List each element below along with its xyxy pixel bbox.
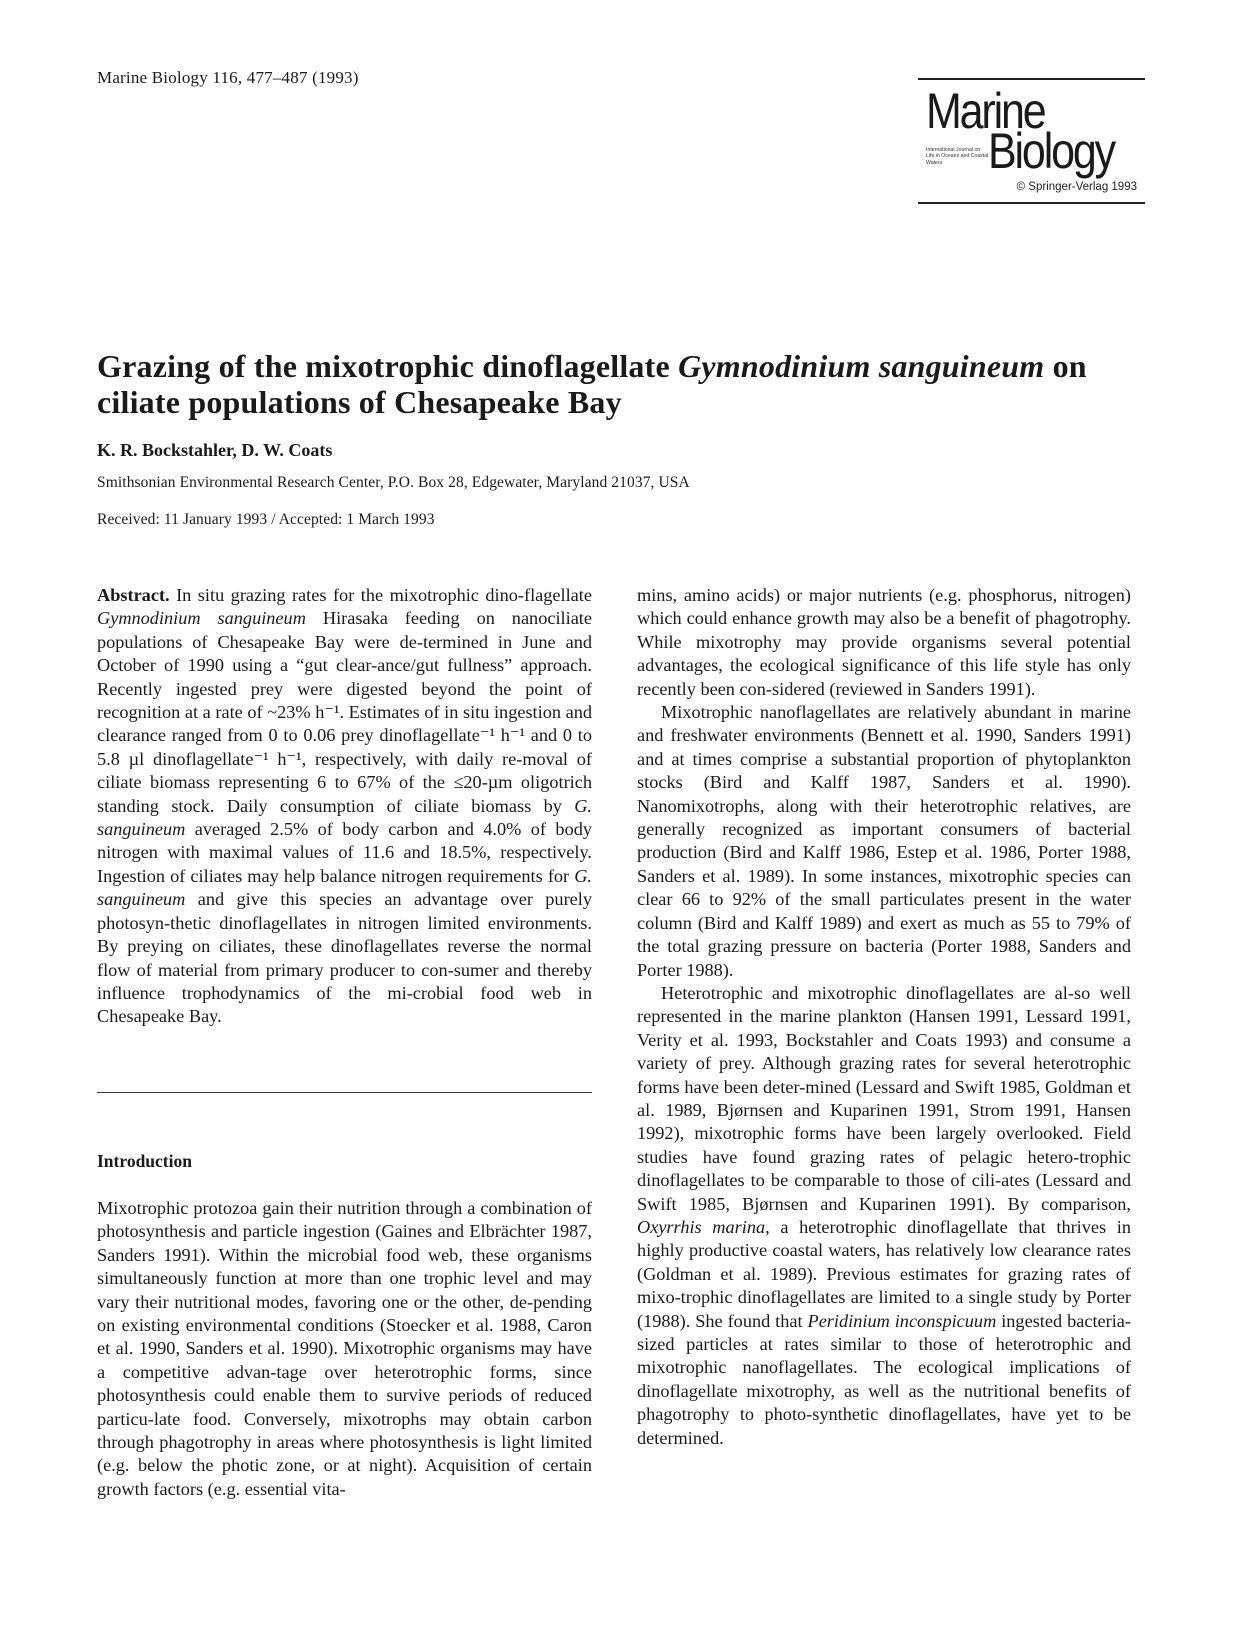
abstract-text: Hirasaka feeding on nanociliate populations of Chesapeake Bay were de-termined in June and October of 1990 using a “gut clear-ance/gut fullness” approach. Recently ingested prey were digested beyond the point of recognition at a rate of ~23% h⁻¹. Estimates of in situ ingestion and clearance ranged from 0 to 0.06 prey dinoflagellate⁻¹ h⁻¹ and 0 to 5.8 µl dinoflagellate⁻¹ h⁻¹, respectively, with daily re-moval of ciliate biomass representing 6 to 67% of the ≤20-µm oligotrich standing stock. Daily consumption of ciliate biomass by <box>97 608 592 816</box>
abstract <box>97 584 592 1029</box>
section-heading-introduction: Introduction <box>97 1151 192 1171</box>
title-text-end: on ciliate populations of Chesapeake Bay <box>97 348 1087 420</box>
body-paragraph: mins, amino acids) or major nutrients (e.g. phosphorus, nitrogen) which could enhance growth may also be a benefit of phagotrophy. While mixotrophy may provide organisms several potential advantages, the ecological significance of this life style has only recently been con-sidered (reviewed in Sanders 1991). <box>637 585 1131 699</box>
abstract-text: In situ grazing rates for the mixotrophic dino-flagellate <box>169 585 592 605</box>
species-name: Oxyrrhis marina <box>637 1216 766 1237</box>
abstract-label: Abstract. <box>97 585 170 605</box>
author-list: K. R. Bockstahler, D. W. Coats <box>97 440 333 460</box>
author-affiliation: Smithsonian Environmental Research Center, P.O. Box 28, Edgewater, Maryland 21037, USA <box>97 474 690 491</box>
title-species: Gymnodinium sanguineum <box>678 348 1045 384</box>
abstract-text: averaged 2.5% of body carbon and 4.0% of body nitrogen with maximal values of 11.6 and 18.5%, respectively. Ingestion of ciliates may help balance nitrogen requirements for <box>97 819 592 886</box>
body-text: , a heterotrophic dinoflagellate that thrives in highly productive coastal waters, has relatively low clearance rates (Goldman et al. 1989). Previous estimates for grazing rates of mixo-trophic dinoflagellates are limited to a single study by Porter (1988). She found that <box>637 1216 1131 1331</box>
abstract-text: and give this species an advantage over purely photosyn-thetic dinoflagellates in nitrogen limited environments. By preying on ciliates, these dinoflagellates reverse the normal flow of material from primary producer to con-sumer and thereby influence trophodynamics of the mi-crobial food web in Chesapeake Bay. <box>97 889 592 1027</box>
article-title <box>97 348 1157 420</box>
submission-dates: Received: 11 January 1993 / Accepted: 1 March 1993 <box>97 511 435 528</box>
title-text: Grazing of the mixotrophic dinoflagellate <box>97 348 679 384</box>
logo-word-biology: Biology <box>988 123 1114 179</box>
species-name: Peridinium inconspicuum <box>807 1310 997 1331</box>
abstract-species: Gymnodinium sanguineum <box>97 608 306 629</box>
body-text: ingested bacteria-sized particles at rates similar to those of heterotrophic and mixotrophic nanoflagellates. The ecological implications of dinoflagellate mixotrophy, as well as the nutritional benefits of phagotrophy to photo-synthetic dinoflagellates, have yet to be determined. <box>637 1310 1132 1448</box>
abstract-paragraph <box>97 584 592 1029</box>
body-paragraph: Mixotrophic nanoflagellates are relatively abundant in marine and freshwater environments (Bennett et al. 1990, Sanders 1991) and at times comprise a substantial proportion of phytoplankton stocks (Bird and Kalff 1987, Sanders et al. 1990). Nanomixotrophs, along with their heterotrophic relatives, are generally recognized as important consumers of bacterial production (Bird and Kalff 1986, Estep et al. 1986, Porter 1988, Sanders et al. 1989). In some instances, mixotrophic species can clear 66 to 92% of the small particulates present in the water column (Bird and Kalff 1989) and exert as much as 55 to 79% of the total grazing pressure on bacteria (Porter 1988, Sanders and Porter 1988). <box>637 702 1131 980</box>
logo-tagline: International Journal on Life in Oceans and Coastal Waters <box>926 147 989 166</box>
abstract-species: G. sanguineum <box>97 865 592 910</box>
journal-logo <box>918 76 1145 204</box>
journal-citation: Marine Biology 116, 477–487 (1993) <box>97 68 359 87</box>
right-column <box>637 584 1131 1450</box>
logo-bottom-rule <box>918 202 1145 204</box>
body-text: Heterotrophic and mixotrophic dinoflagellates are al-so well represented in the marine plankton (Hansen 1991, Lessard 1991, Verity et al. 1993, Bockstahler and Coats 1993) and consume a variety of prey. Although grazing rates for several heterotrophic forms have been deter-mined (Lessard and Swift 1985, Goldman et al. 1989, Bjørnsen and Kuparinen 1991, Strom 1991, Hansen 1992), mixotrophic forms have been largely overlooked. Field studies have found grazing rates of pelagic hetero-trophic dinoflagellates to be comparable to those of cili-ates (Lessard and Swift 1985, Bjørnsen and Kuparinen 1991). By comparison, <box>637 982 1131 1214</box>
abstract-species: G. sanguineum <box>97 795 592 840</box>
publisher-copyright: © Springer-Verlag 1993 <box>1016 181 1137 193</box>
logo-top-rule <box>918 78 1145 80</box>
abstract-divider <box>97 1092 592 1093</box>
introduction-body <box>97 1197 592 1501</box>
logo-word-marine: Marine <box>926 83 1045 139</box>
body-paragraph: Mixotrophic protozoa gain their nutrition through a combination of photosynthesis and particle ingestion (Gaines and Elbrächter 1987, Sanders 1991). Within the microbial food web, these organisms simultaneously function at more than one trophic level and may vary their nutritional modes, favoring one or the other, de-pending on existing environmental conditions (Stoecker et al. 1988, Caron et al. 1990, Sanders et al. 1990). Mixotrophic organisms may have a competitive advan-tage over heterotrophic forms, since photosynthesis could enable them to survive periods of reduced particu-late food. Conversely, mixotrophs may obtain carbon through phagotrophy in areas where photosynthesis is light limited (e.g. below the photic zone, or at night). Acquisition of certain growth factors (e.g. essential vita- <box>97 1198 592 1499</box>
body-paragraph <box>637 982 1131 1450</box>
